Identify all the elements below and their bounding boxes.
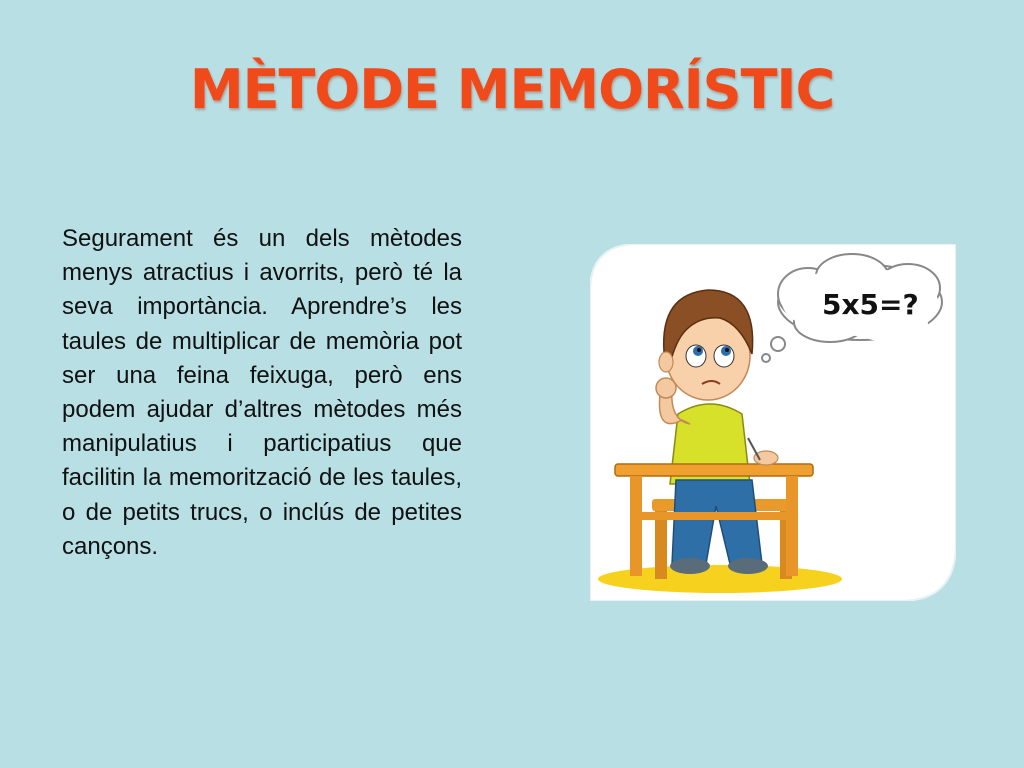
slide-body-text: Segurament és un dels mètodes menys atractius i avorrits, però té la seva importància. Aprendre’s les taules de multiplicar de memòria pot ser una feina feixuga, però ens podem ajudar d’altres mètodes més manipulatius i participatius que facilitin la memorització de les taules, o de petits trucs, o inclús de petites cançons. (62, 225, 462, 560)
thought-bubble-equation: 5x5=? (822, 288, 919, 321)
slide-title: MÈTODE MEMORÍSTIC (189, 58, 835, 121)
thinking-child-illustration (590, 244, 956, 601)
